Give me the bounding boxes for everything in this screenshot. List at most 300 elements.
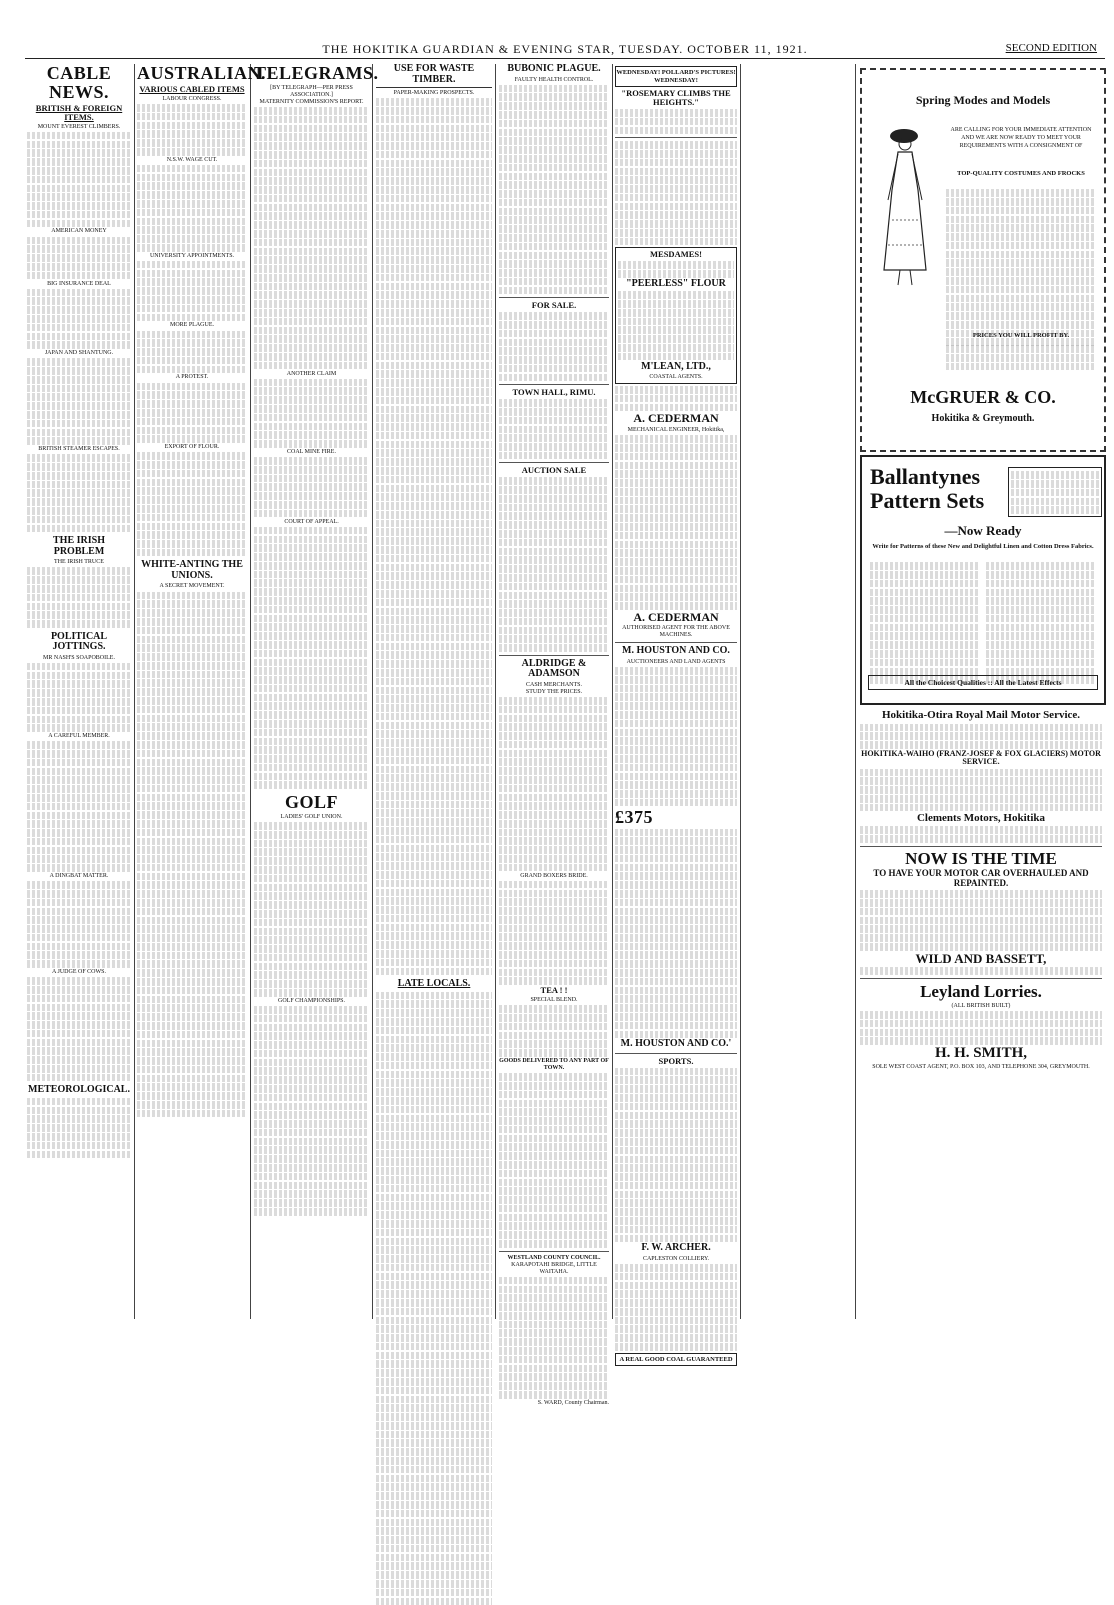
body-text-line: [27, 908, 131, 916]
body-text-line: [499, 426, 609, 434]
body-text-line: [499, 1321, 609, 1329]
body-text-line: [27, 237, 131, 245]
body-text-line: [27, 176, 131, 184]
body-text-line: [27, 899, 131, 907]
body-text-line: [27, 576, 131, 584]
body-text-line: [376, 555, 492, 563]
cederman-heading-2: A. CEDERMAN: [633, 609, 719, 624]
body-text-line: [254, 659, 369, 667]
body-text-line: [27, 254, 131, 262]
body-text-line: [254, 1067, 369, 1075]
body-text-line: [137, 391, 247, 399]
body-text-line: [137, 1022, 247, 1030]
body-text-line: [986, 615, 1096, 623]
body-text-line: [376, 493, 492, 501]
story-heading: UNIVERSITY APPOINTMENTS.: [149, 252, 235, 259]
body-text-line: [618, 335, 734, 343]
body-text-line: [137, 671, 247, 679]
body-text-line: [499, 443, 609, 451]
body-text-line: [499, 1303, 609, 1311]
body-text-line: [254, 910, 369, 918]
body-text-line: [376, 230, 492, 238]
body-text-line: [254, 362, 369, 370]
body-text-line: [499, 1108, 609, 1116]
body-text-line: [376, 1466, 492, 1474]
for-sale-heading: FOR SALE.: [531, 300, 577, 311]
body-text-line: [376, 423, 492, 431]
body-text-line: [376, 168, 492, 176]
body-text-line: [137, 496, 247, 504]
body-text-line: [137, 1110, 247, 1118]
body-text-line: [137, 549, 247, 557]
body-text-line: [27, 1115, 131, 1123]
body-text-line: [27, 750, 131, 758]
waste-timber-heading: USE FOR WASTE TIMBER.: [376, 64, 492, 88]
body-text-line: [254, 1006, 369, 1014]
body-text-line: [254, 544, 369, 552]
body-text-line: [499, 855, 609, 863]
body-text-line: [499, 234, 609, 242]
body-text-line: [137, 487, 247, 495]
body-text-line: [27, 995, 131, 1003]
body-text-line: [27, 698, 131, 706]
body-text-line: [499, 521, 609, 529]
body-text-line: [137, 899, 247, 907]
body-text-line: [376, 660, 492, 668]
body-text-line: [615, 514, 737, 522]
body-text-line: [946, 286, 1096, 294]
column-rule: [134, 64, 135, 1319]
body-text-line: [376, 801, 492, 809]
body-text-line: [376, 1317, 492, 1325]
body-text-line: [254, 571, 369, 579]
body-text-line: [376, 458, 492, 466]
body-text-line: [870, 571, 978, 579]
column-rule: [372, 64, 373, 1319]
body-text-line: [254, 1076, 369, 1084]
body-text-line: [376, 915, 492, 923]
ballantynes-heading: Ballantynes Pattern Sets: [870, 464, 985, 513]
body-text-line: [254, 963, 369, 971]
body-text-line: [376, 783, 492, 791]
body-text-line: [27, 611, 131, 619]
body-text-line: [376, 116, 492, 124]
body-text-line: [499, 260, 609, 268]
body-text-line: [986, 597, 1096, 605]
body-text-line: [254, 1190, 369, 1198]
body-text-line: [376, 941, 492, 949]
body-text-line: [376, 177, 492, 185]
body-text-line: [254, 501, 369, 509]
body-text-line: [615, 1217, 737, 1225]
body-text-line: [615, 1199, 737, 1207]
body-text-line: [27, 594, 131, 602]
body-text-line: [615, 479, 737, 487]
body-text-line: [254, 980, 369, 988]
body-text-line: [615, 1264, 737, 1272]
body-text-line: [376, 713, 492, 721]
body-text-line: [499, 1091, 609, 1099]
body-text-line: [137, 296, 247, 304]
body-text-line: [137, 1075, 247, 1083]
body-text-line: [376, 1036, 492, 1044]
body-text-line: [499, 1214, 609, 1222]
body-text-line: [27, 333, 131, 341]
body-text-line: [376, 1554, 492, 1562]
body-text-line: [376, 1194, 492, 1202]
body-text-line: [254, 1173, 369, 1181]
body-text-line: [376, 1202, 492, 1210]
body-text-line: [376, 818, 492, 826]
body-text-line: [376, 1299, 492, 1307]
body-text-line: [615, 685, 737, 693]
body-text-line: [137, 461, 247, 469]
body-text-line: [499, 1179, 609, 1187]
body-text-line: [615, 1343, 737, 1351]
body-text-line: [137, 1083, 247, 1091]
body-text-line: [499, 216, 609, 224]
body-text-line: [27, 315, 131, 323]
body-text-line: [499, 199, 609, 207]
late-locals-heading: LATE LOCALS.: [397, 978, 471, 990]
body-text-line: [499, 1294, 609, 1302]
body-text-line: [499, 933, 609, 941]
body-text-line: [860, 826, 1102, 834]
body-text-line: [499, 477, 609, 485]
mlean-heading: M'LEAN, LTD.,: [641, 360, 711, 372]
story-heading: COAL MINE FIRE.: [287, 448, 336, 455]
body-text-line: [27, 507, 131, 515]
body-text-line: [615, 1308, 737, 1316]
body-text-line: [137, 978, 247, 986]
body-text-line: [615, 864, 737, 872]
body-text-line: [137, 400, 247, 408]
white-anting-heading: WHITE-ANTING THE UNIONS.: [141, 559, 243, 581]
body-text-line: [137, 226, 247, 234]
body-text-line: [376, 239, 492, 247]
body-text-line: [27, 603, 131, 611]
body-text-line: [137, 209, 247, 217]
body-text-line: [254, 711, 369, 719]
body-text-line: [137, 996, 247, 1004]
body-text-line: [254, 1059, 369, 1067]
body-text-line: [499, 776, 609, 784]
body-text-line: [137, 750, 247, 758]
body-text-line: [615, 1164, 737, 1172]
body-text-line: [986, 580, 1096, 588]
body-text-line: [254, 650, 369, 658]
body-text-line: [615, 1068, 737, 1076]
body-text-line: [499, 146, 609, 154]
body-text-line: [618, 261, 734, 269]
column-bubonic-plague: [499, 63, 609, 1406]
body-text-line: [615, 1085, 737, 1093]
body-text-line: [376, 950, 492, 958]
body-text-line: [376, 669, 492, 677]
body-text-line: [376, 1097, 492, 1105]
body-text-line: [137, 636, 247, 644]
body-text-line: [946, 354, 1096, 362]
body-text-line: [376, 581, 492, 589]
body-text-line: [27, 1142, 131, 1150]
body-text-line: [376, 1071, 492, 1079]
body-text-line: [376, 221, 492, 229]
body-text-line: [254, 884, 369, 892]
body-text-line: [376, 1079, 492, 1087]
body-text-line: [27, 306, 131, 314]
body-text-line: [376, 98, 492, 106]
masthead-title: THE HOKITIKA GUARDIAN & EVENING STAR, TUESDAY. OCTOBER 11, 1921.: [322, 42, 808, 56]
aldridge-adamson-heading: ALDRIDGE & ADAMSON: [521, 657, 587, 680]
body-text-line: [499, 1161, 609, 1169]
houston-heading-2: M. HOUSTON AND CO.': [620, 1038, 732, 1050]
body-text-line: [376, 1334, 492, 1342]
body-text-line: [137, 662, 247, 670]
body-text-line: [254, 901, 369, 909]
body-text-line: [615, 1022, 737, 1030]
body-text-line: [27, 481, 131, 489]
body-text-line: [27, 943, 131, 951]
body-text-line: [137, 348, 247, 356]
body-text-line: [615, 916, 737, 924]
body-text-line: [499, 1365, 609, 1373]
body-text-line: [27, 149, 131, 157]
body-text-line: [376, 1000, 492, 1008]
body-text-line: [499, 321, 609, 329]
body-text-line: [137, 165, 247, 173]
body-text-line: [254, 536, 369, 544]
body-text-line: [376, 590, 492, 598]
body-text-line: [137, 627, 247, 635]
body-text-line: [254, 431, 369, 439]
body-text-line: [615, 711, 737, 719]
body-text-line: [499, 890, 609, 898]
body-text-line: [254, 353, 369, 361]
story-heading: A PROTEST.: [175, 374, 209, 381]
body-text-line: [137, 723, 247, 731]
body-text-line: [499, 495, 609, 503]
body-text-line: [860, 777, 1102, 785]
body-text-line: [615, 855, 737, 863]
golf-heading: GOLF: [284, 792, 338, 813]
body-text-line: [499, 486, 609, 494]
goods-delivered: GOODS DELIVERED TO ANY PART OF TOWN.: [499, 1057, 609, 1071]
body-text-line: [376, 1167, 492, 1175]
body-text-line: [499, 1187, 609, 1195]
body-text-line: [27, 916, 131, 924]
body-text-line: [615, 790, 737, 798]
body-text-line: [137, 191, 247, 199]
body-text-line: [254, 764, 369, 772]
body-text-line: [137, 505, 247, 513]
body-text-line: [870, 589, 978, 597]
body-text-line: [618, 318, 734, 326]
body-text-line: [27, 498, 131, 506]
body-text-line: [615, 453, 737, 461]
body-text-line: [137, 470, 247, 478]
body-text-line: [615, 925, 737, 933]
body-text-line: [376, 853, 492, 861]
body-text-line: [615, 404, 737, 412]
body-text-line: [254, 971, 369, 979]
body-text-line: [615, 159, 737, 167]
story-heading: GOLF CHAMPIONSHIPS.: [277, 997, 345, 1004]
body-text-line: [254, 875, 369, 883]
body-text-line: [376, 625, 492, 633]
body-text-line: [986, 589, 1096, 597]
body-text-line: [27, 516, 131, 524]
waiho-heading: HOKITIKA-WAIHO (FRANZ-JOSEF & FOX GLACIERS) MOTOR SERVICE.: [861, 748, 1101, 767]
body-text-line: [615, 150, 737, 158]
body-text-line: [254, 848, 369, 856]
body-text-line: [615, 943, 737, 951]
body-text-line: [860, 943, 1102, 951]
body-text-line: [254, 702, 369, 710]
body-text-line: [254, 327, 369, 335]
body-text-line: [27, 158, 131, 166]
body-text-line: [499, 574, 609, 582]
story-heading: A SECRET MOVEMENT.: [159, 583, 225, 590]
choicest-qualities: All the Choicest Qualities :: All the Latest Effects: [868, 675, 1098, 690]
body-text-line: [376, 1571, 492, 1579]
body-text-line: [376, 1457, 492, 1465]
body-text-line: [376, 247, 492, 255]
body-text-line: [618, 353, 734, 361]
body-text-line: [499, 111, 609, 119]
body-text-line: [376, 1062, 492, 1070]
body-text-line: [499, 907, 609, 915]
body-text-line: [137, 706, 247, 714]
body-text-line: [137, 200, 247, 208]
body-text-line: [860, 917, 1102, 925]
body-text-line: [376, 107, 492, 115]
body-text-line: [27, 289, 131, 297]
study-prices: STUDY THE PRICES.: [525, 688, 583, 695]
body-text-line: [376, 1536, 492, 1544]
royal-mail-heading: Hokitika-Otira Royal Mail Motor Service.: [881, 709, 1081, 721]
body-text-line: [499, 287, 609, 295]
body-text-line: [376, 151, 492, 159]
body-text-line: [615, 238, 737, 246]
body-text-line: [615, 1226, 737, 1234]
body-text-line: [376, 827, 492, 835]
body-text-line: [137, 182, 247, 190]
body-text-line: [376, 1589, 492, 1597]
body-text-line: [946, 312, 1096, 320]
body-text-line: [27, 411, 131, 419]
story-heading: COURT OF APPEAL.: [284, 518, 339, 525]
body-text-line: [254, 133, 369, 141]
body-text-line: [137, 618, 247, 626]
body-text-line: [376, 300, 492, 308]
body-text-line: [254, 125, 369, 133]
body-text-line: [499, 1073, 609, 1081]
body-text-line: [27, 324, 131, 332]
body-text-line: [376, 1123, 492, 1131]
body-text-line: [254, 186, 369, 194]
body-text-line: [376, 414, 492, 422]
body-text-line: [499, 556, 609, 564]
body-text-line: [376, 1053, 492, 1061]
body-text-line: [860, 934, 1102, 942]
body-text-line: [27, 890, 131, 898]
body-text-line: [376, 370, 492, 378]
body-text-line: [254, 160, 369, 168]
body-text-line: [254, 457, 369, 465]
body-text-line: [376, 1229, 492, 1237]
wild-bassett: WILD AND BASSETT,: [915, 950, 1047, 966]
body-text-line: [615, 755, 737, 763]
body-text-line: [254, 309, 369, 317]
body-text-line: [137, 339, 247, 347]
body-text-line: [860, 835, 1102, 843]
body-text-line: [254, 248, 369, 256]
body-text-line: [499, 723, 609, 731]
body-text-line: [376, 862, 492, 870]
body-text-line: [137, 802, 247, 810]
body-text-line: [27, 489, 131, 497]
body-text-line: [499, 802, 609, 810]
body-text-line: [376, 1009, 492, 1017]
body-text-line: [615, 737, 737, 745]
body-text-line: [376, 1519, 492, 1527]
body-text-line: [615, 602, 737, 610]
body-text-line: [376, 687, 492, 695]
body-text-line: [615, 1235, 737, 1243]
body-text-line: [27, 794, 131, 802]
body-text-line: [615, 1112, 737, 1120]
body-text-line: [615, 1147, 737, 1155]
column-rule: [740, 64, 741, 1319]
body-text-line: [27, 864, 131, 872]
body-text-line: [376, 608, 492, 616]
body-text-line: [499, 399, 609, 407]
body-text-line: [254, 579, 369, 587]
body-text-line: [615, 118, 737, 126]
body-text-line: [137, 531, 247, 539]
body-text-line: [499, 767, 609, 775]
body-text-line: [254, 151, 369, 159]
body-text-line: [376, 1115, 492, 1123]
body-text-line: [27, 977, 131, 985]
body-text-line: [254, 1208, 369, 1216]
body-text-line: [376, 1088, 492, 1096]
body-text-line: [137, 523, 247, 531]
body-text-line: [137, 925, 247, 933]
body-text-line: [376, 924, 492, 932]
spring-modes-body: ARE CALLING FOR YOUR IMMEDIATE ATTENTION AND WE ARE NOW READY TO MEET YOUR REQUIREMENTS WITH A CONSIGNMENT OF: [950, 127, 1092, 149]
body-text-line: [870, 632, 978, 640]
body-text-line: [376, 932, 492, 940]
body-text-line: [376, 1141, 492, 1149]
column-advertisements: [615, 64, 737, 1363]
body-text-line: [137, 741, 247, 749]
body-text-line: [499, 864, 609, 872]
body-text-line: [615, 1317, 737, 1325]
body-text-line: [615, 1290, 737, 1298]
body-text-line: [376, 335, 492, 343]
body-text-line: [615, 176, 737, 184]
body-text-line: [137, 592, 247, 600]
body-text-line: [615, 1325, 737, 1333]
body-text-line: [27, 707, 131, 715]
body-text-line: [615, 541, 737, 549]
body-text-line: [254, 466, 369, 474]
body-text-line: [137, 305, 247, 313]
body-text-line: [615, 462, 737, 470]
body-text-line: [946, 345, 1096, 353]
body-text-line: [860, 1037, 1102, 1045]
